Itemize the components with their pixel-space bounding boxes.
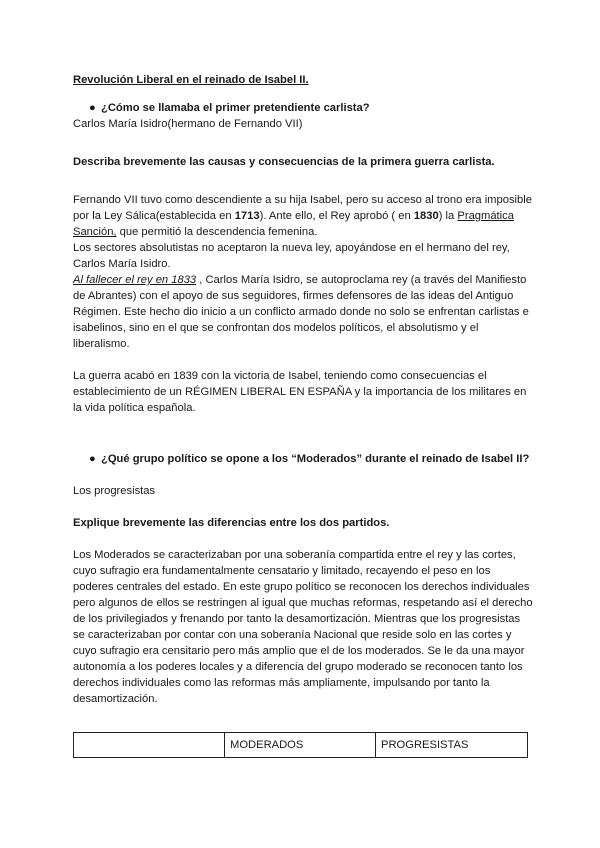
question-1-text: ¿Cómo se llamaba el primer pretendiente carlista? — [101, 102, 370, 114]
answer-2-paragraph-4: La guerra acabó en 1839 con la victoria de Isabel, teniendo como consecuencias el establecimiento de un RÉGIMEN LIBERAL EN ESPAÑA y la importancia de los militares en la vida política española. — [73, 370, 527, 414]
bullet-icon: ● — [89, 453, 96, 465]
answer-3: Los progresistas — [73, 485, 156, 497]
answer-1: Carlos María Isidro(hermano de Fernando VII) — [73, 118, 303, 130]
table-header-progresistas[interactable]: PROGRESISTAS — [376, 733, 528, 758]
comparison-table — [73, 732, 528, 758]
year-1713: 1713 — [234, 210, 260, 222]
text-run: que permitió la descendencia femenina. — [116, 226, 318, 238]
answer-2-paragraph-3 — [73, 272, 533, 352]
year-1830: 1830 — [413, 210, 439, 222]
bullet-icon: ● — [89, 102, 96, 114]
text-run: ). Ante ello, el Rey aprobó ( en — [259, 210, 414, 222]
answer-2-paragraph-1 — [73, 192, 533, 240]
text-run: ) la — [438, 210, 458, 222]
question-1 — [73, 100, 533, 116]
question-2: Describa brevemente las causas y consecuencias de la primera guerra carlista. — [73, 156, 495, 168]
document-body — [73, 72, 533, 707]
answer-2-paragraph-2: Los sectores absolutistas no aceptaron la nueva ley, apoyándose en el hermano del rey, Carlos María Isidro. — [73, 242, 510, 270]
table-header-moderados[interactable]: MODERADOS — [225, 733, 376, 758]
text-run: , Carlos María Isidro, se autoproclama rey (a través del Manifiesto de Abrantes) con el apoyo de sus seguidores, firmes defensores de las ideas del Antiguo Régimen. Este hecho dio inicio a un conflicto armado donde no solo se enfrentan carlistas e isabelinos, sino en el que se confrontan dos modelos políticos, el absolutismo y el liberalismo. — [73, 274, 529, 350]
pragmatica-link[interactable]: Pragmática Sanción, — [73, 210, 514, 238]
death-of-king-link[interactable]: Al fallecer el rey en 1833 — [73, 274, 197, 286]
question-4: Explique brevemente las diferencias entre los dos partidos. — [73, 517, 390, 529]
answer-4: Los Moderados se caracterizaban por una soberanía compartida entre el rey y las cortes, cuyo sufragio era fundamentalmente censatario y limitado, recayendo el peso en los poderes centrales del estado. En este grupo político se reconocen los derechos individuales pero algunos de ellos se restringen al igual que muchas reformas, respetando así el derecho de los privilegiados y frenando por tanto la desamortización. Mientras que los progresistas se caracterizaban por contar con una soberanía Nacional que reside solo en las cortes y cuyo sufragio era censitario pero más amplio que el de los moderados. Se le da una mayor autonomía a los poderes locales y a diferencia del grupo moderado se reconocen tanto los derechos individuales como las reformas más ampliamente, impulsando por tanto la desamortización. — [73, 549, 533, 705]
question-3-text: ¿Qué grupo político se opone a los “Moderados” durante el reinado de Isabel II? — [101, 453, 530, 465]
table-cell-empty[interactable] — [74, 733, 225, 758]
text-run: Fernando VII tuvo como descendiente a su hija Isabel, pero su acceso al trono era imposible por la Ley Sálica(establecida en — [73, 194, 532, 222]
table-row — [74, 733, 528, 758]
question-3 — [73, 451, 533, 467]
document-title: Revolución Liberal en el reinado de Isabel II. — [73, 74, 309, 86]
